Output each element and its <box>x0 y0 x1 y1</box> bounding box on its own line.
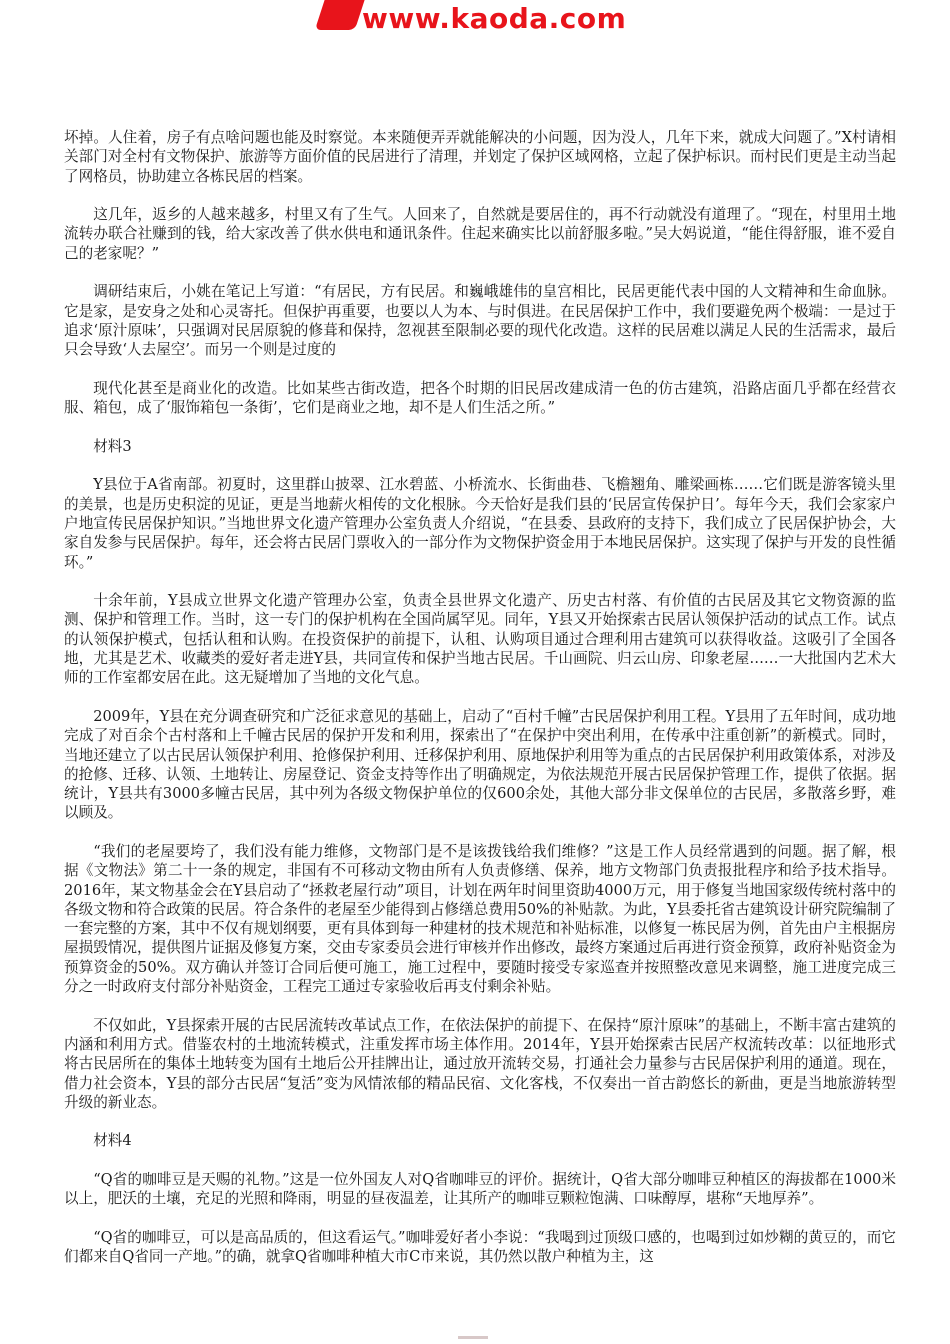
paragraph-8: 2009年，Y县在充分调查研究和广泛征求意见的基础上，启动了“百村千幢”古民居保护利用工程。Y县用了五年时间，成功地完成了对百余个古村落和上千幢古民居的保护开发和利用，探索出了“在保护中突出利用，在传承中注重创新”的新模式。同时，当地还建立了以古民居认领保护利用、抢修保护利用、迁移保护利用、原地保护利用等为重点的古民居保护利用政策体系，对涉及的抢修、迁移、认领、土地转让、房屋登记、资金支持等作出了明确规定，为依法规范开展古民居保护管理工作，提供了依据。据统计，Y县共有3000多幢古民居，其中列为各级文物保护单位的仅600余处，其他大部分非文保单位的古民居，多散落乡野，难以顾及。 <box>64 707 896 822</box>
paragraph-7: 十余年前，Y县成立世界文化遗产管理办公室，负责全县世界文化遗产、历史古村落、有价值的古民居及其它文物资源的监测、保护和管理工作。当时，这一专门的保护机构在全国尚属罕见。同年，Y县又开始探索古民居认领保护活动的试点工作。试点的认领保护模式，包括认租和认购。在投资保护的前提下，认租、认购项目通过合理利用古建筑可以获得收益。这吸引了全国各地，尤其是艺术、收藏类的爱好者走进Y县，共同宣传和保护当地古民居。千山画院、归云山房、印象老屋……一大批国内艺术大师的工作室都安居在此。这无疑增加了当地的文化气息。 <box>64 592 896 687</box>
paragraph-13: “Q省的咖啡豆，可以是高品质的，但这看运气。”咖啡爱好者小李说：“我喝到过顶级口感的，也喝到过如炒糊的黄豆的，而它们都来自Q省同一产地。”的确，就拿Q省咖啡种植大市C市来说，其仍然以散户种植为主，这 <box>64 1228 896 1266</box>
paragraph-2: 这几年，返乡的人越来越多，村里又有了生气。人回来了，自然就是要居住的，再不行动就没有道理了。“现在，村里用土地流转办联合社赚到的钱，给大家改善了供水供电和通讯条件。住起来确实比以前舒服多啦。”吴大妈说道，“能住得舒服，谁不爱自己的老家呢？” <box>64 206 896 262</box>
paragraph-10: 不仅如此，Y县探索开展的古民居流转改革试点工作，在依法保护的前提下、在保持“原汁原味”的基础上，不断丰富古建筑的内涵和利用方式。借鉴农村的土地流转模式，注重发挥市场主体作用。2014年，Y县开始探索古民居产权流转改革：以征地形式将古民居所在的集体土地转变为国有土地后公开挂牌出让，通过放开流转交易，打通社会力量参与古民居保护利用的通道。现在，借力社会资本，Y县的部分古民居“复活”变为风情浓郁的精品民宿、文化客栈，不仅奏出一首古韵悠长的新曲，更是当地旅游转型升级的新业态。 <box>64 1016 896 1111</box>
paragraph-6: Y县位于A省南部。初夏时，这里群山披翠、江水碧蓝、小桥流水、长街曲巷、飞檐翘角、雕梁画栋……它们既是游客镜头里的美景，也是历史积淀的见证，更是当地薪火相传的文化根脉。今天恰好是我们县的‘民居宣传保护日’。每年今天，我们会家家户户地宣传民居保护知识。”当地世界文化遗产管理办公室负责人介绍说，“在县委、县政府的支持下，我们成立了民居保护协会，大家自发参与民居保护。每年，还会将古民居门票收入的一部分作为文物保护资金用于本地民居保护。这实现了保护与开发的良性循环。” <box>64 476 896 571</box>
document-body <box>64 128 896 1286</box>
paragraph-12: “Q省的咖啡豆是天赐的礼物。”这是一位外国友人对Q省咖啡豆的评价。据统计，Q省大部分咖啡豆种植区的海拔都在1000米以上，肥沃的土壤，充足的光照和降雨，明显的昼夜温差，让其所产的咖啡豆颗粒饱满、口味醇厚，堪称“天地厚养”。 <box>64 1171 896 1208</box>
paragraph-1: 坏掉。人住着，房子有点啥问题也能及时察觉。本来随便弄弄就能解决的小问题，因为没人，几年下来，就成大问题了。”X村请相关部门对全村有文物保护、旅游等方面价值的民居进行了清理，并划定了保护区域网格，立起了保护标识。而村民们更是主动当起了网格员，协助建立各栋民居的档案。 <box>64 129 896 185</box>
page-footer-mark <box>458 1336 488 1339</box>
section-heading-material-3: 材料3 <box>93 437 132 455</box>
section-heading-material-4: 材料4 <box>93 1132 132 1150</box>
paragraph-4: 现代化甚至是商业化的改造。比如某些古街改造，把各个时期的旧民居改建成清一色的仿古建筑，沿路店面几乎都在经营衣服、箱包，成了‘服饰箱包一条街’，它们是商业之地，却不是人们生活之所。” <box>64 379 896 417</box>
paragraph-9: “我们的老屋要垮了，我们没有能力维修，文物部门是不是该拨钱给我们维修？”这是工作人员经常遇到的问题。据了解，根据《文物法》第二十一条的规定，非国有不可移动文物由所有人负责修缮、保养，地方文物部门负责报批程序和给予技术指导。2016年，某文物基金会在Y县启动了“拯救老屋行动”项目，计划在两年时间里资助4000万元，用于修复当地国家级传统村落中的各级文物和符合政策的民居。符合条件的老屋至少能得到占修缮总费用50%的补贴款。为此，Y县委托省古建筑设计研究院编制了一套完整的方案，其中不仅有规划纲要，更有具体到每一种建材的技术规范和补贴标准，以修复一栋民居为例，首先由户主根据房屋损毁情况，提供图片证据及修复方案，交由专家委员会进行审核并作出修改，最终方案通过后再进行资金预算，政府补贴资金为预算资金的50%。双方确认并签订合同后便可施工，施工过程中，要随时接受专家巡查并按照整改意见来调整，施工进度完成三分之一时政府支付部分补贴资金，工程完工通过专家验收后再支付剩余补贴。 <box>64 842 896 996</box>
paragraph-3: 调研结束后，小姚在笔记上写道：“有居民，方有民居。和巍峨雄伟的皇宫相比，民居更能代表中国的人文精神和生命血脉。它是家，是安身之处和心灵寄托。但保护再重要，也要以人为本、与时俱进。在民居保护工作中，我们要避免两个极端：一是过于追求‘原汁原味’，只强调对民居原貌的修葺和保持，忽视甚至限制必要的现代化改造。这样的民居难以满足人民的生活需求，最后只会导致‘人去屋空’。而另一个则是过度的 <box>64 283 896 359</box>
logo-text: www.kaoda.com <box>362 2 627 35</box>
site-logo[interactable] <box>300 0 660 38</box>
kaoda-logo-icon <box>315 0 369 30</box>
